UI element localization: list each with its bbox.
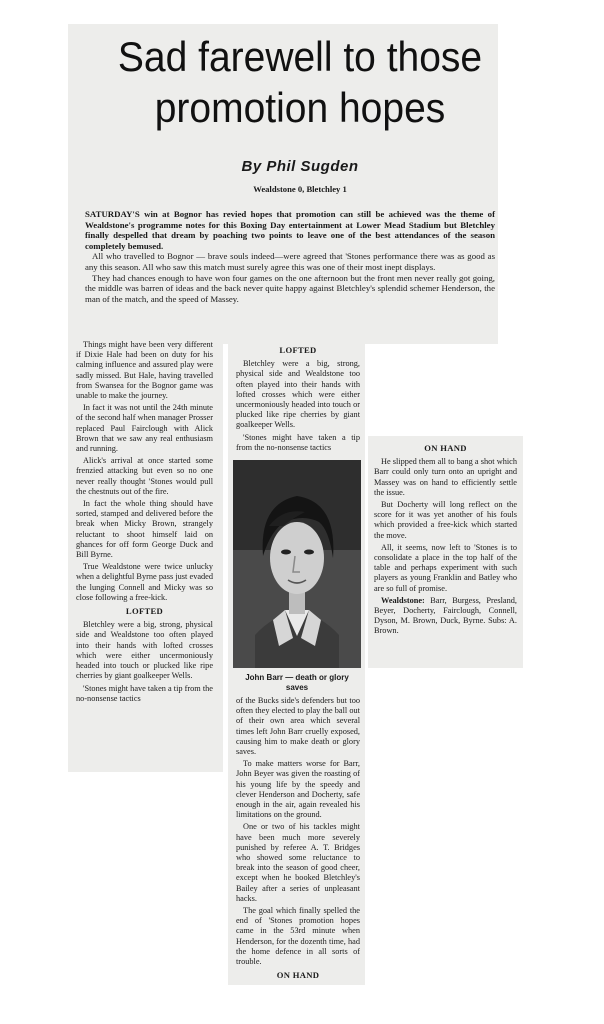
column-middle-bottom — [236, 696, 360, 984]
photo-caption: John Barr — death or glory saves — [245, 673, 349, 692]
article-paragraph: Things might have been very different if Dixie Hale had been on duty for his calming influence and assured play were sadly missed. But Hale, having travelled from Swansea for the Bognor game was unable to make the journey. — [76, 340, 213, 401]
article-paragraph: Bletchley were a big, strong, physical side and Wealdstone too often played into their hands with lofted crosses which were either uncermoniously headed into touch or plucked like ripe cherries by giant goalkeeper Wells. — [76, 620, 213, 681]
intro-paragraph: They had chances enough to have won four games on the one afternoon but the front men never really got going, the middle was barren of ideas and the back never quite happy against Bletchley's splendid schemer Henderson, the man of the match, and the speed of Massey. — [85, 272, 495, 304]
article-paragraph: Alick's arrival at once started some frenzied attacking but even so no one never really thought 'Stones would pull the chestnuts out of the fire. — [76, 456, 213, 496]
column-middle-top — [236, 342, 360, 456]
intro-paragraph: All who travelled to Bognor — brave souls indeed—were agreed that 'Stones performance there was as good as any this season. All who saw this match must surely agree this was one of their most inept displays. — [85, 251, 495, 272]
subheading: ON HAND — [424, 443, 467, 453]
article-paragraph: In fact the whole thing should have sorted, stamped and delivered before the break when Micky Brown, strangely reluctant to shoot himself laid on ghances for off form George Duck and Bill Byrne. — [76, 499, 213, 560]
article-paragraph: In fact it was not until the 24th minute of the second half when manager Prosser replaced Paul Fairclough with Alick Brown that we saw any real enthusiasm and running. — [76, 403, 213, 454]
article-paragraph: To make matters worse for Barr, John Beyer was given the roasting of his young life by the speedy and clever Henderson and Docherty, safe enough in the air, again revealed his limitations on the ground. — [236, 759, 360, 820]
article-paragraph: The goal which finally spelled the end of 'Stones promotion hopes came in the 53rd minute when Henderson, for the dozenth time, had the home defence in all sorts of trouble. — [236, 906, 360, 967]
team-lineup — [374, 596, 517, 637]
article-paragraph: of the Bucks side's defenders but too often they elected to play the ball out of their own area which several times left John Barr cruelly exposed, causing him to make death or glory saves. — [236, 696, 360, 757]
subheading: LOFTED — [125, 606, 164, 617]
article-paragraph: All, it seems, now left to 'Stones is to consolidate a place in the top half of the table and perhaps experiment with such players as young Franklin and Batley who are so full of promise. — [374, 542, 517, 593]
subheading: LOFTED — [279, 345, 317, 355]
intro-paragraph: SATURDAY'S win at Bognor has revied hopes that promotion can still be achieved was the theme of Wealdstone's programme notes for this Boxing Day entertainment at Lower Mead Stadium but Bletchley finally despelled that dream by poaching two points to leave one of the best attendances of the season completely bemused. — [85, 209, 495, 251]
article-paragraph: He slipped them all to bang a shot which Barr could only turn onto an upright and Massey was on hand to efficiently settle the issue. — [374, 457, 517, 497]
headline-line-2: promotion hopes — [154, 85, 446, 132]
headline — [80, 32, 520, 134]
intro-text — [85, 209, 495, 304]
article-paragraph: But Docherty will long reflect on the score for it was yet another of his fouls which provided a free-kick which started the move. — [374, 500, 517, 540]
column-right — [374, 440, 517, 666]
article-paragraph: 'Stones might have taken a tip from the no-nonsense tactics — [76, 683, 213, 703]
team-label: Wealdstone: — [381, 595, 425, 605]
team-players: Barr, Burgess, Presland, Beyer, Docherty, Fairclough, Connell, Dyson, M. Brown, Duck, Byrne. Subs: A. Brown. — [374, 595, 517, 636]
match-score: Wealdstone 0, Bletchley 1 — [253, 184, 347, 194]
article-paragraph: True Wealdstone were twice unlucky when a delightful Byrne pass just evaded the lunging Connell and Micky was so close following a free-kick. — [76, 562, 213, 602]
player-photo — [233, 460, 361, 668]
column-left — [76, 340, 213, 770]
article-paragraph: Bletchley were a big, strong, physical side and Wealdstone too often played into their hands with lofted crosses which were either uncermoniously headed into touch or plucked like ripe cherries by giant goalkeeper Wells. — [236, 359, 360, 430]
article-paragraph: One or two of his tackles might have been much more severely punished by referee A. T. Bridges who showed some reluctance to break into the season of good cheer, except when he booked Bletchley's Bailey after a series of unpleasant hacks. — [236, 822, 360, 903]
headline-line-1: Sad farewell to those — [117, 34, 483, 81]
article-paragraph: 'Stones might have taken a tip from the no-nonsense tactics — [236, 432, 360, 452]
byline: By Phil Sugden — [241, 158, 359, 175]
portrait-image — [233, 460, 361, 668]
subheading: ON HAND — [276, 970, 320, 981]
